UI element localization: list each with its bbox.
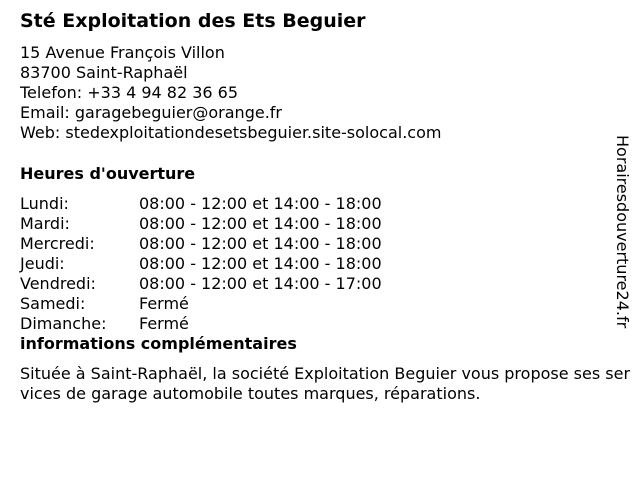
hours-row bbox=[20, 254, 382, 274]
address-street: 15 Avenue François Villon bbox=[20, 43, 225, 62]
day-label: Dimanche: bbox=[20, 314, 107, 333]
web-line: Web: stedexploitationdesetsbeguier.site-solocal.com bbox=[20, 123, 442, 142]
day-label: Mercredi: bbox=[20, 234, 95, 253]
phone-line: Telefon: +33 4 94 82 36 65 bbox=[20, 83, 239, 102]
hours-row bbox=[20, 314, 382, 334]
description-text: Située à Saint-Raphaël, la société Exploitation Beguier vous propose ses services de garage automobile toutes marques, réparations. bbox=[20, 364, 631, 403]
day-label: Jeudi: bbox=[20, 254, 65, 273]
business-name: Sté Exploitation des Ets Beguier bbox=[20, 10, 366, 32]
hours-row bbox=[20, 214, 382, 234]
hours-row bbox=[20, 194, 382, 214]
day-label: Vendredi: bbox=[20, 274, 96, 293]
hours-row bbox=[20, 294, 382, 314]
day-label: Samedi: bbox=[20, 294, 86, 313]
day-hours: Fermé bbox=[139, 294, 189, 313]
hours-row bbox=[20, 274, 382, 294]
watermark-text: Horairesdouverture24.fr bbox=[613, 135, 632, 329]
day-label: Mardi: bbox=[20, 214, 70, 233]
day-label: Lundi: bbox=[20, 194, 69, 213]
day-hours: Fermé bbox=[139, 314, 189, 333]
address-city: 83700 Saint-Raphaël bbox=[20, 63, 188, 82]
opening-hours-table bbox=[20, 194, 382, 334]
day-hours: 08:00 - 12:00 et 14:00 - 18:00 bbox=[139, 214, 382, 233]
day-hours: 08:00 - 12:00 et 14:00 - 17:00 bbox=[139, 274, 382, 293]
day-hours: 08:00 - 12:00 et 14:00 - 18:00 bbox=[139, 254, 382, 273]
day-hours: 08:00 - 12:00 et 14:00 - 18:00 bbox=[139, 194, 382, 213]
opening-hours-heading: Heures d'ouverture bbox=[20, 164, 196, 183]
email-line: Email: garagebeguier@orange.fr bbox=[20, 103, 282, 122]
hours-row bbox=[20, 234, 382, 254]
day-hours: 08:00 - 12:00 et 14:00 - 18:00 bbox=[139, 234, 382, 253]
contact-block bbox=[20, 43, 441, 143]
additional-info-heading: informations complémentaires bbox=[20, 334, 297, 353]
